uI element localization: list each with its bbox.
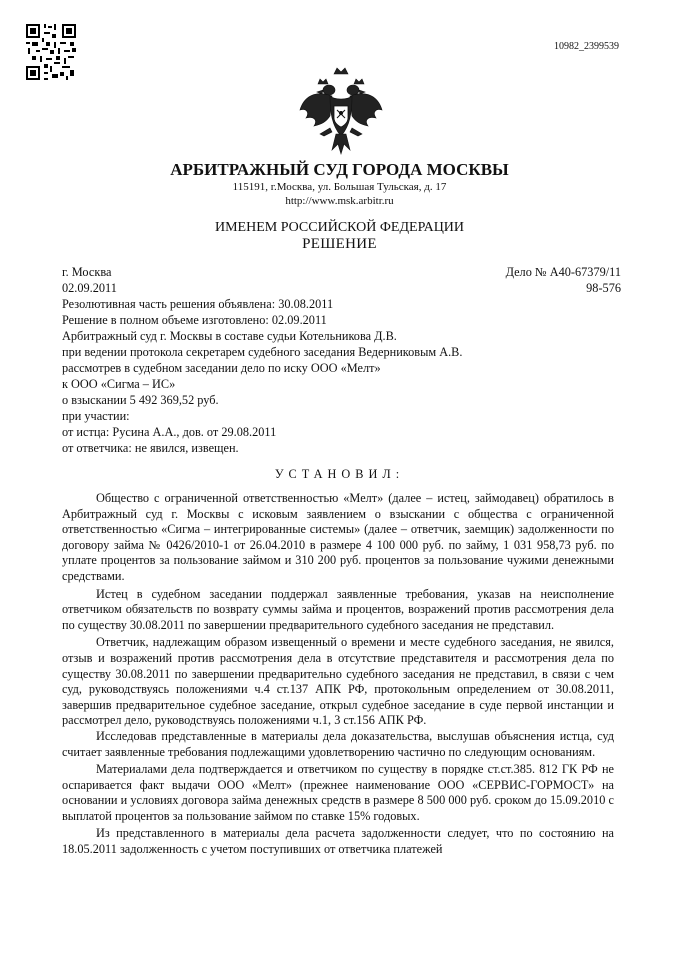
decision-title: РЕШЕНИЕ	[302, 236, 377, 252]
paragraph: Исследовав представленные в материалы дела доказательства, выслушав объяснения истца, суд считает заявленные требования подлежащими удовлетворению частично по следующим основаниям.	[62, 728, 614, 759]
meta-line: рассмотрев в судебном заседании дело по иску ООО «Мелт»	[62, 361, 381, 375]
meta-line: от ответчика: не явился, извещен.	[62, 441, 239, 455]
meta-line: к ООО «Сигма – ИС»	[62, 377, 176, 391]
meta-line: о взыскании 5 492 369,52 руб.	[62, 393, 219, 407]
established-heading: УСТАНОВИЛ:	[274, 467, 405, 481]
paragraph: Истец в судебном заседании поддержал заявленные требования, указав на неисполнение ответчиком обязательств по возврату суммы займа и процентов, возражений против рассмотрения дела по существу 30.08.2011 по завершении предварительного судебного заседания не представил.	[62, 586, 614, 632]
coat-of-arms-icon	[296, 66, 386, 158]
court-url: http://www.msk.arbitr.ru	[285, 195, 394, 207]
meta-line: при ведении протокола секретарем судебного заседания Ведерниковым А.В.	[62, 345, 463, 359]
meta-line: от истца: Русина А.А., дов. от 29.08.2011	[62, 425, 277, 439]
meta-line: Резолютивная часть решения объявлена: 30.08.2011	[62, 297, 334, 311]
in-the-name-heading: ИМЕНЕМ РОССИЙСКОЙ ФЕДЕРАЦИИ	[214, 220, 465, 235]
qr-code-icon	[26, 24, 76, 80]
city: г. Москва	[62, 265, 112, 279]
meta-line: при участии:	[62, 409, 130, 423]
paragraph: Ответчик, надлежащим образом извещенный о времени и месте судебного заседания, не явился, отзыв и возражений против рассмотрения дела в отсутствие представителя и рассмотрения дела по существу 30.08.2011 по завершении предварительно судебного заседания не представил, в связи с чем суд, руководствуясь положениями ч.4 ст.137 АПК РФ, протокольным определением от 30.08.2011, завершив предварительное судебное заседание, открыл судебное заседание в суде первой инстанции и рассмотрел дело, руководствуясь положениями ч.1, 3 ст.156 АПК РФ.	[62, 635, 614, 728]
paragraph: Материалами дела подтверждается и ответчиком по существу в порядке ст.ст.385. 812 ГК РФ не оспаривается факт выдачи ООО «Мелт» (прежнее наименование ООО «СЕРВИС-ГОРМОСТ» на основании и условиях договора займа денежных средств в размере 8 500 000 руб. сроком до 15.09.2010 с выплатой процентов за пользование займом по ставке 15% годовых.	[62, 762, 614, 823]
body-text	[62, 491, 614, 858]
meta-line: Решение в полном объеме изготовлено: 02.09.2011	[62, 313, 327, 327]
court-address: 115191, г.Москва, ул. Большая Тульская, д. 17	[232, 181, 447, 193]
paragraph: Общество с ограниченной ответственностью «Мелт» (далее – истец, займодавец) обратилось в Арбитражный суд г. Москвы с исковым заявлением о взыскании с общества с ограниченной ответственностью «Сигма – интегрированные системы» (далее – ответчик, заемщик) задолженности по договору займа № 0426/2010-1 от 26.04.2010 в размере 4 100 000 руб. по займу, 1 031 958,73 руб. по уплате процентов за пользование займом и 310 200 руб. процентов за пользование чужими денежными средствами.	[62, 491, 614, 583]
case-number: Дело № А40-67379/11	[505, 265, 621, 279]
paragraph: Из представленного в материалы дела расчета задолженности следует, что по состоянию на 18.05.2011 задолженность с учетом поступивших от ответчика платежей	[62, 826, 614, 857]
case-code: 98-576	[586, 281, 621, 295]
decision-date: 02.09.2011	[62, 281, 117, 295]
meta-line: Арбитражный суд г. Москвы в составе судьи Котельникова Д.В.	[62, 329, 397, 343]
court-name: АРБИТРАЖНЫЙ СУД ГОРОДА МОСКВЫ	[170, 160, 509, 179]
document-id: 10982_2399539	[554, 41, 619, 52]
